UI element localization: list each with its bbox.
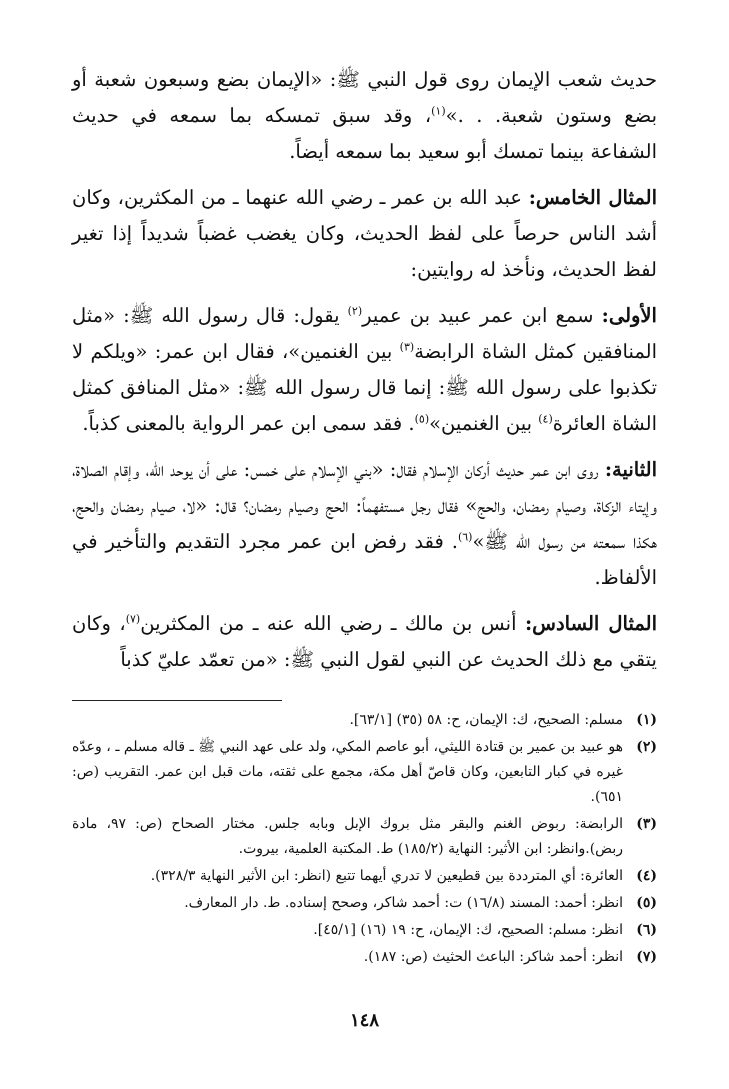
footnote-ref: (٤) bbox=[538, 412, 553, 426]
footnote-number: (٦) bbox=[636, 922, 657, 938]
text-run: يقول: قال رسول الله ﷺ: «مثل المنافقين كمثل الشاة الرابضة bbox=[72, 304, 657, 363]
body-paragraph bbox=[72, 298, 657, 442]
footnote bbox=[72, 891, 657, 916]
footnote-text: هو عبيد بن عمير بن قتادة الليثي، أبو عاصم المكي، ولد على عهد النبي ﷺ ـ قاله مسلم ـ ، وعدّه غيره في كبار التابعين، وكان قاصّ أهل مكة، مجمع على ثقته، مات قبل ابن عمر. التقريب (ص: ٦٥١). bbox=[72, 739, 623, 805]
body-paragraph bbox=[72, 62, 657, 170]
page-number: ١٤٨ bbox=[349, 1010, 379, 1031]
footnote bbox=[72, 945, 657, 970]
footnote-text: الرابضة: ربوض الغنم والبقر مثل بروك الإبل وبابه جلس. مختار الصحاح (ص: ٩٧، مادة ربض).وانظر: ابن الأثير: النهاية (١٨٥/٢) ط. المكتبة العلمية، بيروت. bbox=[72, 816, 623, 857]
footnote-number: (٥) bbox=[636, 895, 657, 911]
text-run: ، وكان يتقي مع ذلك الحديث عن النبي لقول النبي ﷺ: «من تعمّد عليّ كذباً bbox=[72, 612, 657, 671]
text-run: سمع ابن عمر عبيد بن عمير bbox=[362, 304, 602, 327]
text-run: ، وقد سبق تمسكه بما سمعه في حديث الشفاعة بينما تمسك أبو سعيد بما سمعه أيضاً. bbox=[72, 104, 657, 163]
body-paragraph bbox=[72, 452, 657, 596]
footnote-number: (٣) bbox=[636, 816, 657, 832]
footnote bbox=[72, 708, 657, 733]
footnote bbox=[72, 812, 657, 862]
footnote-ref: (٧) bbox=[125, 612, 141, 626]
footnotes bbox=[72, 708, 657, 972]
text-run: بين الغنمين»، فقال ابن عمر: «ويلكم لا تكذبوا على رسول الله ﷺ: إنما قال رسول الله ﷺ: «مثل المنافق كمثل الشاة العائرة bbox=[72, 340, 657, 435]
footnote-number: (١) bbox=[636, 712, 657, 728]
footnote-text: مسلم: الصحيح، ك: الإيمان، ح: ٥٨ (٣٥) [٦٣/١]. bbox=[349, 712, 623, 728]
text-run: أنس بن مالك ـ رضي الله عنه ـ من المكثرين bbox=[140, 612, 525, 635]
footnote-separator bbox=[72, 700, 282, 701]
footnote-ref: (١) bbox=[431, 104, 446, 118]
footnote-text: انظر: أحمد: المسند (١٦/٨) ت: أحمد شاكر، وصحح إسناده. ط. دار المعارف. bbox=[184, 895, 623, 911]
text-run: حديث شعب الإيمان روى قول النبي ﷺ: «الإيمان بضع وسبعون شعبة أو بضع وستون شعبة. . .» bbox=[72, 68, 657, 127]
text-run: . فقد رفض ابن عمر مجرد التقديم والتأخير في الألفاظ. bbox=[72, 530, 657, 589]
footnote-ref: (٥) bbox=[414, 412, 430, 426]
text-run: بين الغنمين» bbox=[429, 412, 539, 435]
main-text bbox=[72, 62, 657, 688]
footnote-ref: (٦) bbox=[457, 530, 473, 544]
footnote-ref: (٢) bbox=[347, 304, 363, 318]
footnote bbox=[72, 735, 657, 810]
paragraph-heading: المثال الخامس: bbox=[528, 186, 657, 209]
paragraph-heading: الثانية: bbox=[604, 458, 657, 481]
body-paragraph bbox=[72, 180, 657, 288]
footnote-ref: (٣) bbox=[399, 340, 415, 354]
body-paragraph bbox=[72, 606, 657, 678]
footnote-text: العائرة: أي المترددة بين قطيعين لا تدري أيهما تتبع (انظر: ابن الأثير النهاية ٣٢٨/٣). bbox=[150, 868, 623, 884]
footnote-number: (٤) bbox=[636, 868, 657, 884]
footnote-text: انظر: مسلم: الصحيح، ك: الإيمان، ح: ١٩ (١٦) [٤٥/١]. bbox=[313, 922, 623, 938]
text-run: روى ابن عمر حديث أركان الإسلام فقال: «بني الإسلام على خمس: على أن يوحد الله، وإقام الصلاة، وإيتاء الزكاة، وصيام رمضان، والحج» فقال رجل مستفهماً: الحج وصيام رمضان؟ قال: «لا، صيام رمضان والحج، هكذا سمعته من رسول الله ﷺ» bbox=[72, 458, 657, 553]
footnote bbox=[72, 918, 657, 943]
paragraph-heading: الأولى: bbox=[601, 304, 657, 327]
footnote-number: (٢) bbox=[636, 739, 657, 755]
text-run: . فقد سمى ابن عمر الرواية بالمعنى كذباً. bbox=[82, 412, 415, 435]
paragraph-heading: المثال السادس: bbox=[524, 612, 657, 635]
footnote-number: (٧) bbox=[636, 949, 657, 965]
footnote-text: انظر: أحمد شاكر: الباعث الحثيث (ص: ١٨٧). bbox=[363, 949, 623, 965]
text-run: عبد الله بن عمر ـ رضي الله عنهما ـ من المكثرين، وكان أشد الناس حرصاً على لفظ الحديث، وكان يغضب غضباً شديداً إذا تغير لفظ الحديث، ونأخذ له روايتين: bbox=[72, 186, 657, 281]
footnote bbox=[72, 864, 657, 889]
